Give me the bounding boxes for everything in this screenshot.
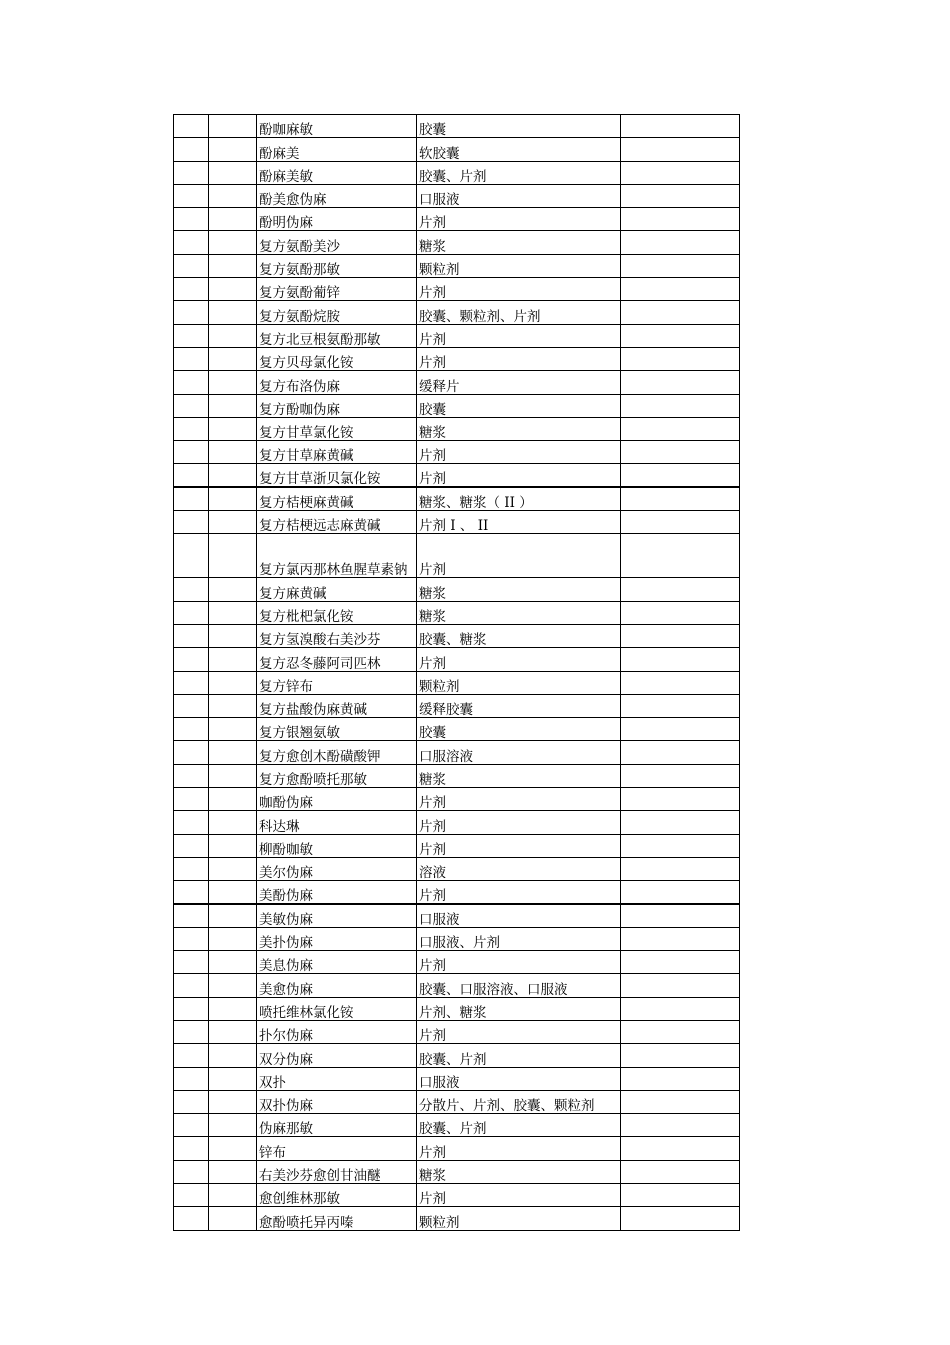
empty-cell [621,161,740,184]
drug-name-cell: 双扑 [257,1067,417,1090]
empty-cell [621,254,740,277]
drug-name-cell: 美尔伪麻 [257,857,417,880]
drug-name-cell: 愈酚喷托异丙嗪 [257,1207,417,1230]
dosage-form-cell: 胶囊 [417,718,621,741]
drug-name-cell: 酚明伪麻 [257,208,417,231]
drug-name-cell: 美扑伪麻 [257,927,417,950]
table-row [174,301,740,324]
empty-cell [621,811,740,834]
table-row [174,1114,740,1137]
empty-cell [621,1207,740,1230]
empty-cell [174,927,209,950]
empty-cell [209,927,257,950]
empty-cell [621,694,740,717]
empty-cell [209,1044,257,1067]
empty-cell [174,834,209,857]
table-row [174,834,740,857]
empty-cell [621,138,740,161]
dosage-form-cell: 糖浆 [417,417,621,440]
dosage-form-cell: 分散片、片剂、胶囊、颗粒剂 [417,1090,621,1113]
dosage-form-cell: 缓释片 [417,371,621,394]
empty-cell [209,394,257,417]
table-row [174,138,740,161]
drug-name-cell: 酚麻美敏 [257,161,417,184]
table-row [174,694,740,717]
empty-cell [174,184,209,207]
dosage-form-cell: 片剂 [417,788,621,811]
empty-cell [174,1114,209,1137]
drug-name-cell: 柳酚咖敏 [257,834,417,857]
empty-cell [621,371,740,394]
empty-cell [209,1114,257,1137]
empty-cell [174,857,209,880]
dosage-form-cell: 颗粒剂 [417,254,621,277]
empty-cell [174,254,209,277]
empty-cell [209,254,257,277]
drug-name-cell: 复方麻黄碱 [257,578,417,601]
empty-cell [621,231,740,254]
drug-name-cell: 右美沙芬愈创甘油醚 [257,1160,417,1183]
dosage-form-cell: 口服液、片剂 [417,927,621,950]
dosage-form-cell: 片剂 [417,834,621,857]
dosage-form-cell: 片剂 [417,1020,621,1043]
empty-cell [174,974,209,997]
dosage-form-cell: 糖浆 [417,231,621,254]
dosage-form-cell: 胶囊、片剂 [417,1044,621,1067]
empty-cell [621,417,740,440]
table-row [174,417,740,440]
empty-cell [209,694,257,717]
empty-cell [209,648,257,671]
dosage-form-cell: 片剂、糖浆 [417,997,621,1020]
drug-name-cell: 美酚伪麻 [257,881,417,904]
table-row [174,347,740,370]
empty-cell [174,1184,209,1207]
empty-cell [621,115,740,138]
drug-name-cell: 美敏伪麻 [257,904,417,927]
empty-cell [621,184,740,207]
empty-cell [174,1160,209,1183]
dosage-form-cell: 颗粒剂 [417,1207,621,1230]
table-row [174,1067,740,1090]
drug-name-cell: 复方枇杷氯化铵 [257,601,417,624]
empty-cell [209,278,257,301]
empty-cell [209,1067,257,1090]
drug-name-cell: 复方氨酚烷胺 [257,301,417,324]
empty-cell [174,347,209,370]
empty-cell [209,184,257,207]
dosage-form-cell: 胶囊、口服溶液、口服液 [417,974,621,997]
table-row [174,371,740,394]
empty-cell [621,904,740,927]
empty-cell [174,394,209,417]
drug-name-cell: 复方甘草浙贝氯化铵 [257,464,417,487]
drug-name-cell: 复方北豆根氨酚那敏 [257,324,417,347]
empty-cell [621,927,740,950]
dosage-form-cell: 口服溶液 [417,741,621,764]
empty-cell [174,511,209,534]
empty-cell [174,1044,209,1067]
table-row [174,1160,740,1183]
table-row [174,487,740,510]
drug-table [173,114,740,1231]
dosage-form-cell: 胶囊、片剂 [417,1114,621,1137]
empty-cell [621,394,740,417]
drug-name-cell: 复方忍冬藤阿司匹林 [257,648,417,671]
empty-cell [174,1067,209,1090]
table-row [174,881,740,904]
table-row [174,857,740,880]
empty-cell [209,301,257,324]
empty-cell [174,138,209,161]
table-row [174,184,740,207]
empty-cell [174,487,209,510]
empty-cell [209,138,257,161]
dosage-form-cell: 胶囊 [417,394,621,417]
empty-cell [621,208,740,231]
dosage-form-cell: 片剂 [417,951,621,974]
drug-name-cell: 美息伪麻 [257,951,417,974]
drug-name-cell: 伪麻那敏 [257,1114,417,1137]
empty-cell [174,534,209,578]
empty-cell [621,788,740,811]
dosage-form-cell: 片剂 I 、 II [417,511,621,534]
drug-name-cell: 喷托维林氯化铵 [257,997,417,1020]
dosage-form-cell: 胶囊、颗粒剂、片剂 [417,301,621,324]
empty-cell [174,1207,209,1230]
empty-cell [174,881,209,904]
drug-name-cell: 双扑伪麻 [257,1090,417,1113]
dosage-form-cell: 糖浆、糖浆（ II ） [417,487,621,510]
dosage-form-cell: 片剂 [417,1184,621,1207]
empty-cell [174,161,209,184]
empty-cell [174,578,209,601]
empty-cell [621,1184,740,1207]
empty-cell [621,624,740,647]
drug-name-cell: 复方愈酚喷托那敏 [257,764,417,787]
dosage-form-cell: 片剂 [417,278,621,301]
empty-cell [621,997,740,1020]
drug-name-cell: 咖酚伪麻 [257,788,417,811]
empty-cell [174,951,209,974]
table-row [174,1137,740,1160]
empty-cell [621,487,740,510]
empty-cell [209,834,257,857]
empty-cell [174,741,209,764]
drug-name-cell: 美愈伪麻 [257,974,417,997]
empty-cell [621,324,740,347]
empty-cell [174,1090,209,1113]
drug-name-cell: 复方桔梗远志麻黄碱 [257,511,417,534]
empty-cell [209,441,257,464]
empty-cell [174,997,209,1020]
dosage-form-cell: 糖浆 [417,578,621,601]
dosage-form-cell: 胶囊 [417,115,621,138]
dosage-form-cell: 胶囊、糖浆 [417,624,621,647]
empty-cell [174,671,209,694]
table-row [174,671,740,694]
empty-cell [209,115,257,138]
dosage-form-cell: 片剂 [417,881,621,904]
table-row [174,997,740,1020]
table-row [174,1044,740,1067]
empty-cell [621,1020,740,1043]
empty-cell [174,441,209,464]
empty-cell [174,904,209,927]
empty-cell [174,1020,209,1043]
dosage-form-cell: 糖浆 [417,601,621,624]
dosage-form-cell: 片剂 [417,464,621,487]
dosage-form-cell: 溶液 [417,857,621,880]
table-row [174,534,740,578]
empty-cell [209,487,257,510]
drug-name-cell: 复方盐酸伪麻黄碱 [257,694,417,717]
drug-name-cell: 复方甘草麻黄碱 [257,441,417,464]
empty-cell [209,371,257,394]
dosage-form-cell: 口服液 [417,1067,621,1090]
table-row [174,927,740,950]
empty-cell [209,1090,257,1113]
dosage-form-cell: 口服液 [417,904,621,927]
drug-name-cell: 复方甘草氯化铵 [257,417,417,440]
empty-cell [621,951,740,974]
empty-cell [621,648,740,671]
empty-cell [621,1090,740,1113]
dosage-form-cell: 片剂 [417,347,621,370]
table-row [174,811,740,834]
empty-cell [174,278,209,301]
dosage-form-cell: 软胶囊 [417,138,621,161]
empty-cell [174,208,209,231]
empty-cell [209,534,257,578]
table-row [174,741,740,764]
drug-name-cell: 复方氨酚葡锌 [257,278,417,301]
table-row [174,1184,740,1207]
table-row [174,601,740,624]
empty-cell [621,464,740,487]
empty-cell [621,1114,740,1137]
drug-name-cell: 扑尔伪麻 [257,1020,417,1043]
empty-cell [174,115,209,138]
empty-cell [174,371,209,394]
drug-name-cell: 复方贝母氯化铵 [257,347,417,370]
empty-cell [209,1160,257,1183]
table-row [174,115,740,138]
table-row [174,624,740,647]
table-row [174,161,740,184]
table-row [174,951,740,974]
empty-cell [621,301,740,324]
table-row [174,464,740,487]
drug-name-cell: 复方氨酚美沙 [257,231,417,254]
empty-cell [209,511,257,534]
empty-cell [174,811,209,834]
empty-cell [174,764,209,787]
table-row [174,511,740,534]
empty-cell [621,441,740,464]
empty-cell [209,997,257,1020]
empty-cell [621,347,740,370]
table-row [174,788,740,811]
drug-name-cell: 科达琳 [257,811,417,834]
drug-name-cell: 酚美愈伪麻 [257,184,417,207]
empty-cell [174,417,209,440]
drug-name-cell: 愈创维林那敏 [257,1184,417,1207]
empty-cell [621,671,740,694]
table-row [174,648,740,671]
empty-cell [209,904,257,927]
empty-cell [621,764,740,787]
table-row [174,578,740,601]
empty-cell [209,857,257,880]
empty-cell [209,764,257,787]
empty-cell [209,951,257,974]
empty-cell [174,648,209,671]
dosage-form-cell: 颗粒剂 [417,671,621,694]
drug-name-cell: 锌布 [257,1137,417,1160]
drug-name-cell: 复方锌布 [257,671,417,694]
table-row [174,324,740,347]
empty-cell [174,718,209,741]
empty-cell [209,741,257,764]
empty-cell [621,881,740,904]
drug-name-cell: 复方愈创木酚磺酸钾 [257,741,417,764]
empty-cell [209,1184,257,1207]
table-row [174,718,740,741]
empty-cell [174,1137,209,1160]
drug-name-cell: 复方氯丙那林鱼腥草素钠 [257,534,417,578]
empty-cell [209,464,257,487]
empty-cell [621,1067,740,1090]
empty-cell [209,161,257,184]
dosage-form-cell: 片剂 [417,811,621,834]
empty-cell [209,1137,257,1160]
empty-cell [209,417,257,440]
empty-cell [621,578,740,601]
empty-cell [621,1137,740,1160]
empty-cell [174,601,209,624]
empty-cell [209,347,257,370]
empty-cell [621,511,740,534]
empty-cell [209,1020,257,1043]
drug-name-cell: 复方布洛伪麻 [257,371,417,394]
empty-cell [209,231,257,254]
dosage-form-cell: 胶囊、片剂 [417,161,621,184]
empty-cell [621,718,740,741]
drug-name-cell: 复方氢溴酸右美沙芬 [257,624,417,647]
drug-name-cell: 复方桔梗麻黄碱 [257,487,417,510]
dosage-form-cell: 口服液 [417,184,621,207]
table-row [174,1090,740,1113]
empty-cell [621,1044,740,1067]
empty-cell [209,208,257,231]
table-row [174,974,740,997]
dosage-form-cell: 片剂 [417,441,621,464]
empty-cell [209,624,257,647]
empty-cell [621,534,740,578]
table-row [174,441,740,464]
table-row [174,231,740,254]
empty-cell [621,741,740,764]
table-row [174,764,740,787]
empty-cell [621,1160,740,1183]
empty-cell [174,231,209,254]
empty-cell [174,624,209,647]
drug-name-cell: 复方酚咖伪麻 [257,394,417,417]
empty-cell [209,671,257,694]
empty-cell [209,811,257,834]
table-row [174,394,740,417]
empty-cell [621,974,740,997]
dosage-form-cell: 片剂 [417,1137,621,1160]
empty-cell [209,324,257,347]
empty-cell [209,578,257,601]
drug-name-cell: 酚咖麻敏 [257,115,417,138]
dosage-form-cell: 缓释胶囊 [417,694,621,717]
drug-name-cell: 酚麻美 [257,138,417,161]
dosage-form-cell: 片剂 [417,208,621,231]
empty-cell [209,788,257,811]
empty-cell [174,788,209,811]
empty-cell [621,834,740,857]
drug-name-cell: 复方银翘氨敏 [257,718,417,741]
empty-cell [621,857,740,880]
empty-cell [209,1207,257,1230]
empty-cell [209,601,257,624]
drug-name-cell: 复方氨酚那敏 [257,254,417,277]
empty-cell [621,278,740,301]
empty-cell [174,694,209,717]
table-row [174,1020,740,1043]
dosage-form-cell: 糖浆 [417,764,621,787]
table-row [174,278,740,301]
drug-table-body [174,115,740,1231]
empty-cell [209,718,257,741]
drug-name-cell: 双分伪麻 [257,1044,417,1067]
empty-cell [209,974,257,997]
dosage-form-cell: 片剂 [417,648,621,671]
dosage-form-cell: 糖浆 [417,1160,621,1183]
empty-cell [209,881,257,904]
table-row [174,1207,740,1230]
table-row [174,904,740,927]
dosage-form-cell: 片剂 [417,324,621,347]
dosage-form-cell: 片剂 [417,534,621,578]
table-row [174,254,740,277]
empty-cell [174,324,209,347]
table-row [174,208,740,231]
empty-cell [621,601,740,624]
empty-cell [174,464,209,487]
empty-cell [174,301,209,324]
